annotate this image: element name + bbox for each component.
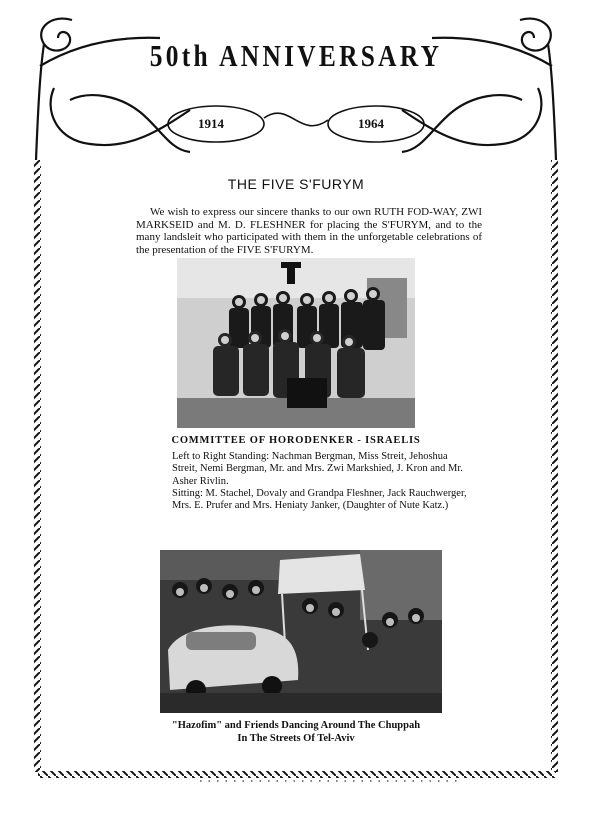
anniversary-title: 50th ANNIVERSARY	[149, 38, 443, 73]
street-caption-line1: "Hazofim" and Friends Dancing Around The Chuppah	[171, 720, 421, 731]
left-border	[34, 160, 41, 772]
year-end: 1964	[358, 116, 384, 131]
bottom-border	[38, 771, 556, 778]
sitting-caption: Sitting: M. Stachel, Dovaly and Grandpa Fleshner, Jack Rauchwerger, Mrs. E. Prufer and Mrs. Heniaty Janker, (Daughter of Nute Katz.)	[172, 488, 467, 512]
street-dance-photo	[160, 550, 442, 713]
standing-caption: Left to Right Standing: Nachman Bergman, Miss Streit, Jehoshua Streit, Nemi Bergman, Mr. and Mrs. Zwi Markshied, J. Kron and Mr. Asher Rivlin.	[172, 451, 463, 487]
committee-photo	[177, 258, 415, 428]
ribbon-connector	[264, 113, 328, 126]
street-caption-line2: In The Streets Of Tel-Aviv	[237, 733, 355, 744]
year-start: 1914	[198, 116, 224, 131]
committee-caption-title: COMMITTEE OF HORODENKER - ISRAELIS	[171, 435, 421, 446]
section-title: THE FIVE S'FURYM	[227, 176, 365, 192]
right-border	[551, 160, 558, 772]
intro-paragraph: We wish to express our sincere thanks to our own RUTH FOD-WAY, ZWI MARKSEID and M. D. FLESHNER for placing the S'FURYM, and to the many landsleit who participated with them in the unforgetable celebrations of the presentation of the FIVE S'FURYM.	[136, 206, 482, 256]
